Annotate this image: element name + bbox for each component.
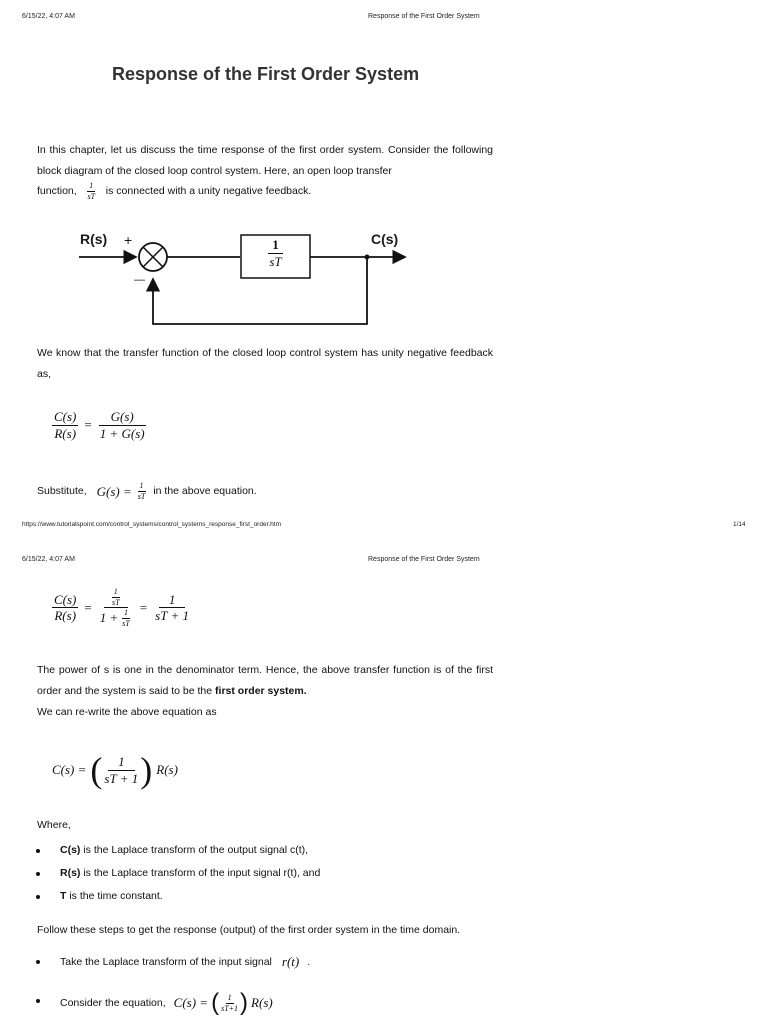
tf-numerator: 1: [89, 181, 94, 191]
closed-loop-equation: [52, 409, 147, 441]
intro-paragraph: [37, 140, 493, 182]
tf-denominator: sT: [87, 191, 96, 201]
input-label: R(s): [80, 231, 108, 247]
bullet-dot: [36, 849, 40, 853]
substitute-expression: G(s) =: [96, 484, 132, 499]
eq2-lhs-numerator: C(s): [54, 591, 77, 607]
print-header-date-page2: 6/15/22, 4:07 AM: [22, 556, 75, 563]
eq2-equals-2: =: [139, 599, 148, 615]
open-loop-tf-fraction: [85, 181, 97, 201]
list-item: C(s) is the Laplace transform of the output signal c(t),: [60, 844, 309, 856]
block-denominator: sT: [269, 253, 282, 269]
list-item: T is the time constant.: [60, 890, 163, 902]
print-header-date: 6/15/22, 4:07 AM: [22, 13, 75, 20]
eq3-numerator: 1: [108, 754, 135, 771]
step2-fraction: $\frac{1}{sT+1}$: [221, 992, 239, 1013]
eq2-equals-1: =: [84, 599, 92, 615]
first-order-system-term: first order system.: [215, 685, 307, 697]
output-label: C(s): [371, 231, 399, 247]
first-order-tf-equation: [52, 587, 191, 628]
print-header-title: Response of the First Order System: [368, 13, 480, 20]
eq2-rhs-numerator: 1: [159, 592, 186, 609]
footer-page-number: 1/14: [733, 521, 746, 528]
step-item: Consider the equation, C(s) = ( $\frac{1}{sT+1}$ ) R(s): [60, 989, 273, 1016]
intro-function-label: function,: [37, 185, 77, 197]
bullet-dot: [36, 895, 40, 899]
list-item: R(s) is the Laplace transform of the input signal r(t), and: [60, 867, 321, 879]
substitute-line: [37, 481, 257, 502]
intro-connection-text: is connected with a unity negative feedback.: [105, 185, 312, 197]
closed-loop-paragraph: We know that the transfer function of the closed loop control system has unity negative feedback as,: [37, 347, 493, 380]
eq1-rhs-denominator: 1 + G(s): [99, 425, 145, 441]
print-header-title-page2: Response of the First Order System: [368, 556, 480, 563]
eq2-middle-denominator: 1 + $\frac{1}{sT}$: [99, 608, 130, 628]
substitute-label: Substitute,: [37, 485, 87, 497]
bullet-dot: [36, 999, 40, 1003]
eq1-rhs-numerator: G(s): [99, 409, 146, 426]
minus-sign: —: [134, 274, 145, 286]
where-label: Where,: [37, 819, 71, 831]
steps-intro: Follow these steps to get the response (output) of the first order system in the time domain.: [37, 924, 461, 936]
plus-sign: +: [124, 232, 133, 248]
eq3-lhs: C(s) =: [52, 762, 87, 777]
substitute-numerator: 1: [139, 481, 144, 491]
eq3-rhs: R(s): [156, 762, 178, 777]
eq2-rhs-denominator: sT + 1: [155, 608, 189, 624]
block-transfer-function: [241, 237, 310, 269]
substitute-suffix: in the above equation.: [153, 485, 257, 497]
page-title: Response of the First Order System: [112, 64, 420, 84]
eq3-open-paren: (: [90, 750, 103, 790]
step2-lhs: C(s) =: [173, 995, 209, 1010]
eq1-equals: =: [84, 417, 92, 433]
bullet-dot: [36, 872, 40, 876]
step-item: Take the Laplace transform of the input signal r(t) .: [60, 954, 311, 969]
eq2-lhs-denominator: R(s): [54, 608, 77, 624]
footer-url: https://www.tutorialspoint.com/control_systems/control_systems_response_first_order.htm: [22, 521, 282, 528]
eq3-denominator: sT + 1: [104, 770, 139, 786]
eq2-middle-numerator: $\frac{1}{sT}$: [104, 587, 128, 608]
intro-text: In this chapter, let us discuss the time response of the first order system. Consider the following block diagram of the closed loop control system. Here, an open loop transfer: [37, 144, 493, 177]
eq3-close-paren: ): [140, 750, 153, 790]
block-numerator: 1: [268, 237, 283, 254]
step1-input-signal: r(t): [281, 954, 300, 969]
intro-paragraph-end: [37, 181, 493, 202]
eq1-lhs-numerator: C(s): [54, 409, 77, 424]
output-equation: [52, 752, 178, 788]
bullet-dot: [36, 960, 40, 964]
substitute-fraction: [136, 481, 148, 501]
substitute-denominator: sT: [137, 492, 146, 501]
first-order-paragraph: The power of s is one in the denominator term. Hence, the above transfer function is of the first order and the system is said to be the first order system.: [37, 664, 493, 697]
rewrite-text: We can re-write the above equation as: [37, 706, 217, 718]
eq1-lhs-denominator: R(s): [54, 425, 77, 441]
step2-rhs: R(s): [251, 995, 273, 1010]
summing-junction: [139, 243, 167, 271]
